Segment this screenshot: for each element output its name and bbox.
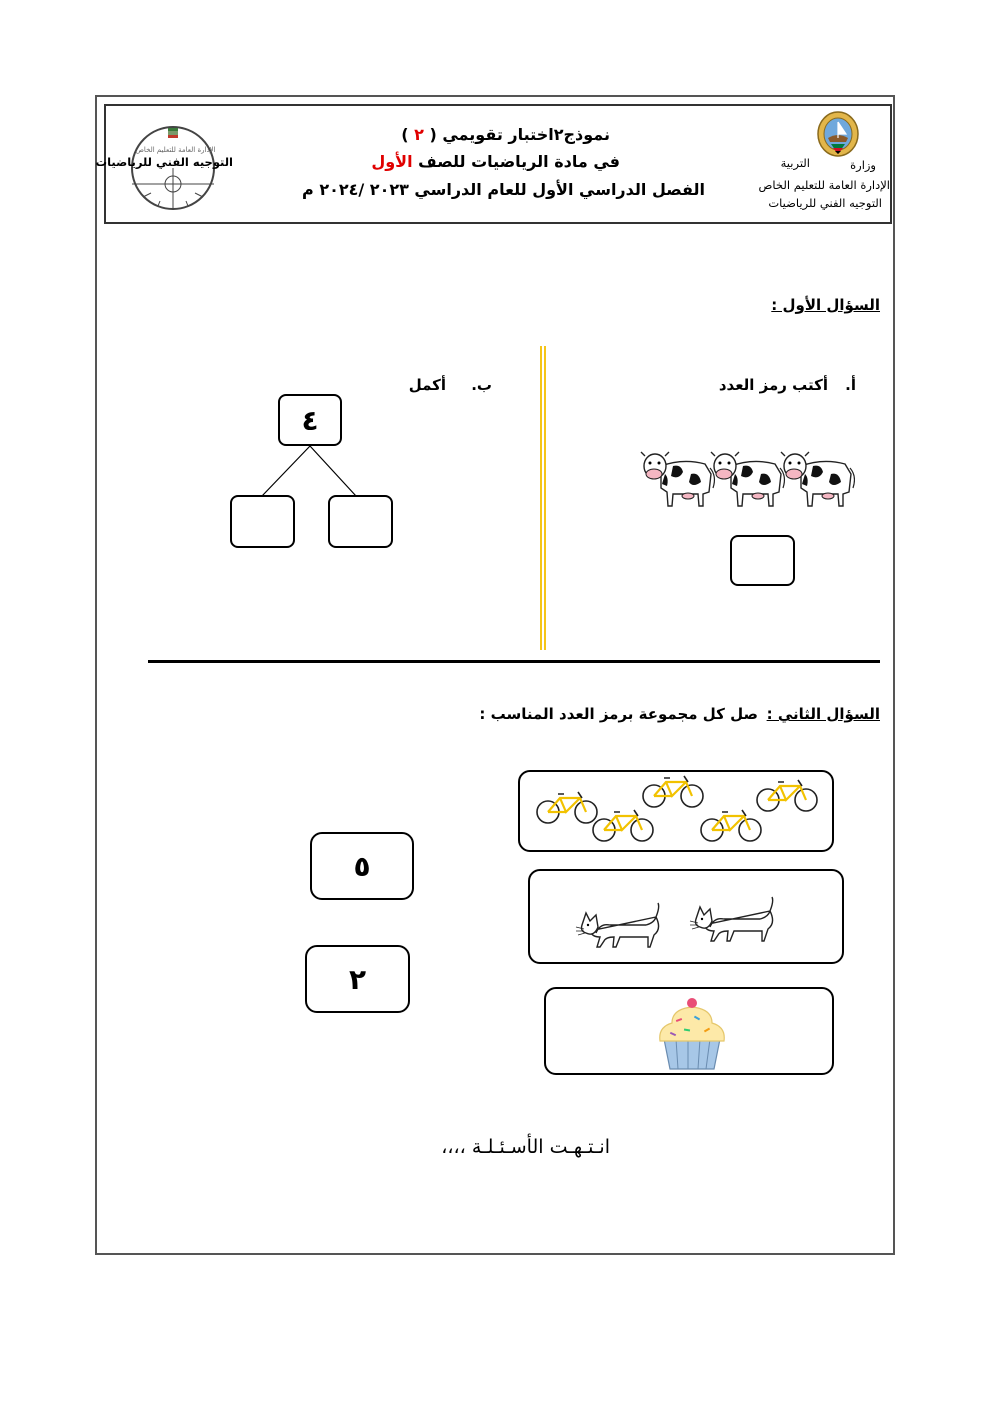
bond-top-number: ٤: [278, 394, 342, 446]
bicycle-3: [757, 780, 817, 811]
cat-1: [576, 903, 659, 947]
q2-instruction: صل كل مجموعة برمز العدد المناسب :: [479, 705, 758, 723]
bicycle-2: [643, 776, 703, 807]
header-year: الفصل الدراسي الأول للعام الدراسي ٢٠٢٣ /٢٠٢٤ م: [302, 180, 705, 199]
ministry-line-2: الإدارة العامة للتعليم الخاص: [758, 178, 890, 192]
q1-divider: [540, 346, 546, 650]
q1-part-b-label: ب.: [471, 376, 492, 394]
bicycle-5: [701, 810, 761, 841]
page-frame: [95, 95, 895, 1255]
q2-number-box-2[interactable]: ٢: [305, 945, 410, 1013]
grade-label: الأول: [371, 152, 413, 171]
section-separator: [148, 660, 880, 663]
cow-1: [641, 452, 714, 506]
ministry-line-3: التوجيه الفني للرياضيات: [768, 196, 882, 210]
ministry-emblem: [816, 110, 860, 162]
cow-2: [711, 452, 784, 506]
number-bond-lines: [240, 440, 380, 500]
bicycle-4: [593, 810, 653, 841]
q2-number-box-1[interactable]: ٥: [310, 832, 414, 900]
bicycle-group[interactable]: [518, 770, 834, 852]
cat-group[interactable]: [528, 869, 844, 964]
cow-3: [781, 452, 854, 506]
q1-part-a-label: أ.: [845, 376, 856, 394]
bond-left-answer-box[interactable]: [230, 495, 295, 548]
bond-right-answer-box[interactable]: [328, 495, 393, 548]
cat-2: [690, 897, 773, 941]
logo-text-main: التوجيه الفني للرياضيات: [95, 155, 233, 169]
q2-title: السؤال الثاني :: [766, 705, 880, 723]
ministry-word-1: وزارة: [850, 158, 876, 172]
ministry-word-2: التربية: [780, 156, 810, 170]
q1-part-a-text: أكتب رمز العدد: [718, 376, 828, 394]
q1-title: السؤال الأول :: [771, 296, 880, 314]
header-title: نموذج٢اختبار تقويمي ( ٢ ): [401, 125, 610, 144]
q1-part-b-text: أكمل: [408, 376, 446, 394]
exam-number: ٢: [414, 125, 424, 144]
header-subject: في مادة الرياضيات للصف الأول: [371, 152, 620, 171]
logo-text-top: الإدارة العامة للتعليم الخاص: [135, 146, 216, 154]
cow-count-answer-box[interactable]: [730, 535, 795, 586]
bicycle-1: [537, 792, 597, 823]
cow-group: [635, 440, 855, 515]
cupcake-group[interactable]: [544, 987, 834, 1075]
cupcake-1: [660, 998, 725, 1069]
end-of-questions: انـتـهـت الأسـئـلـة ،،،،: [441, 1136, 610, 1158]
